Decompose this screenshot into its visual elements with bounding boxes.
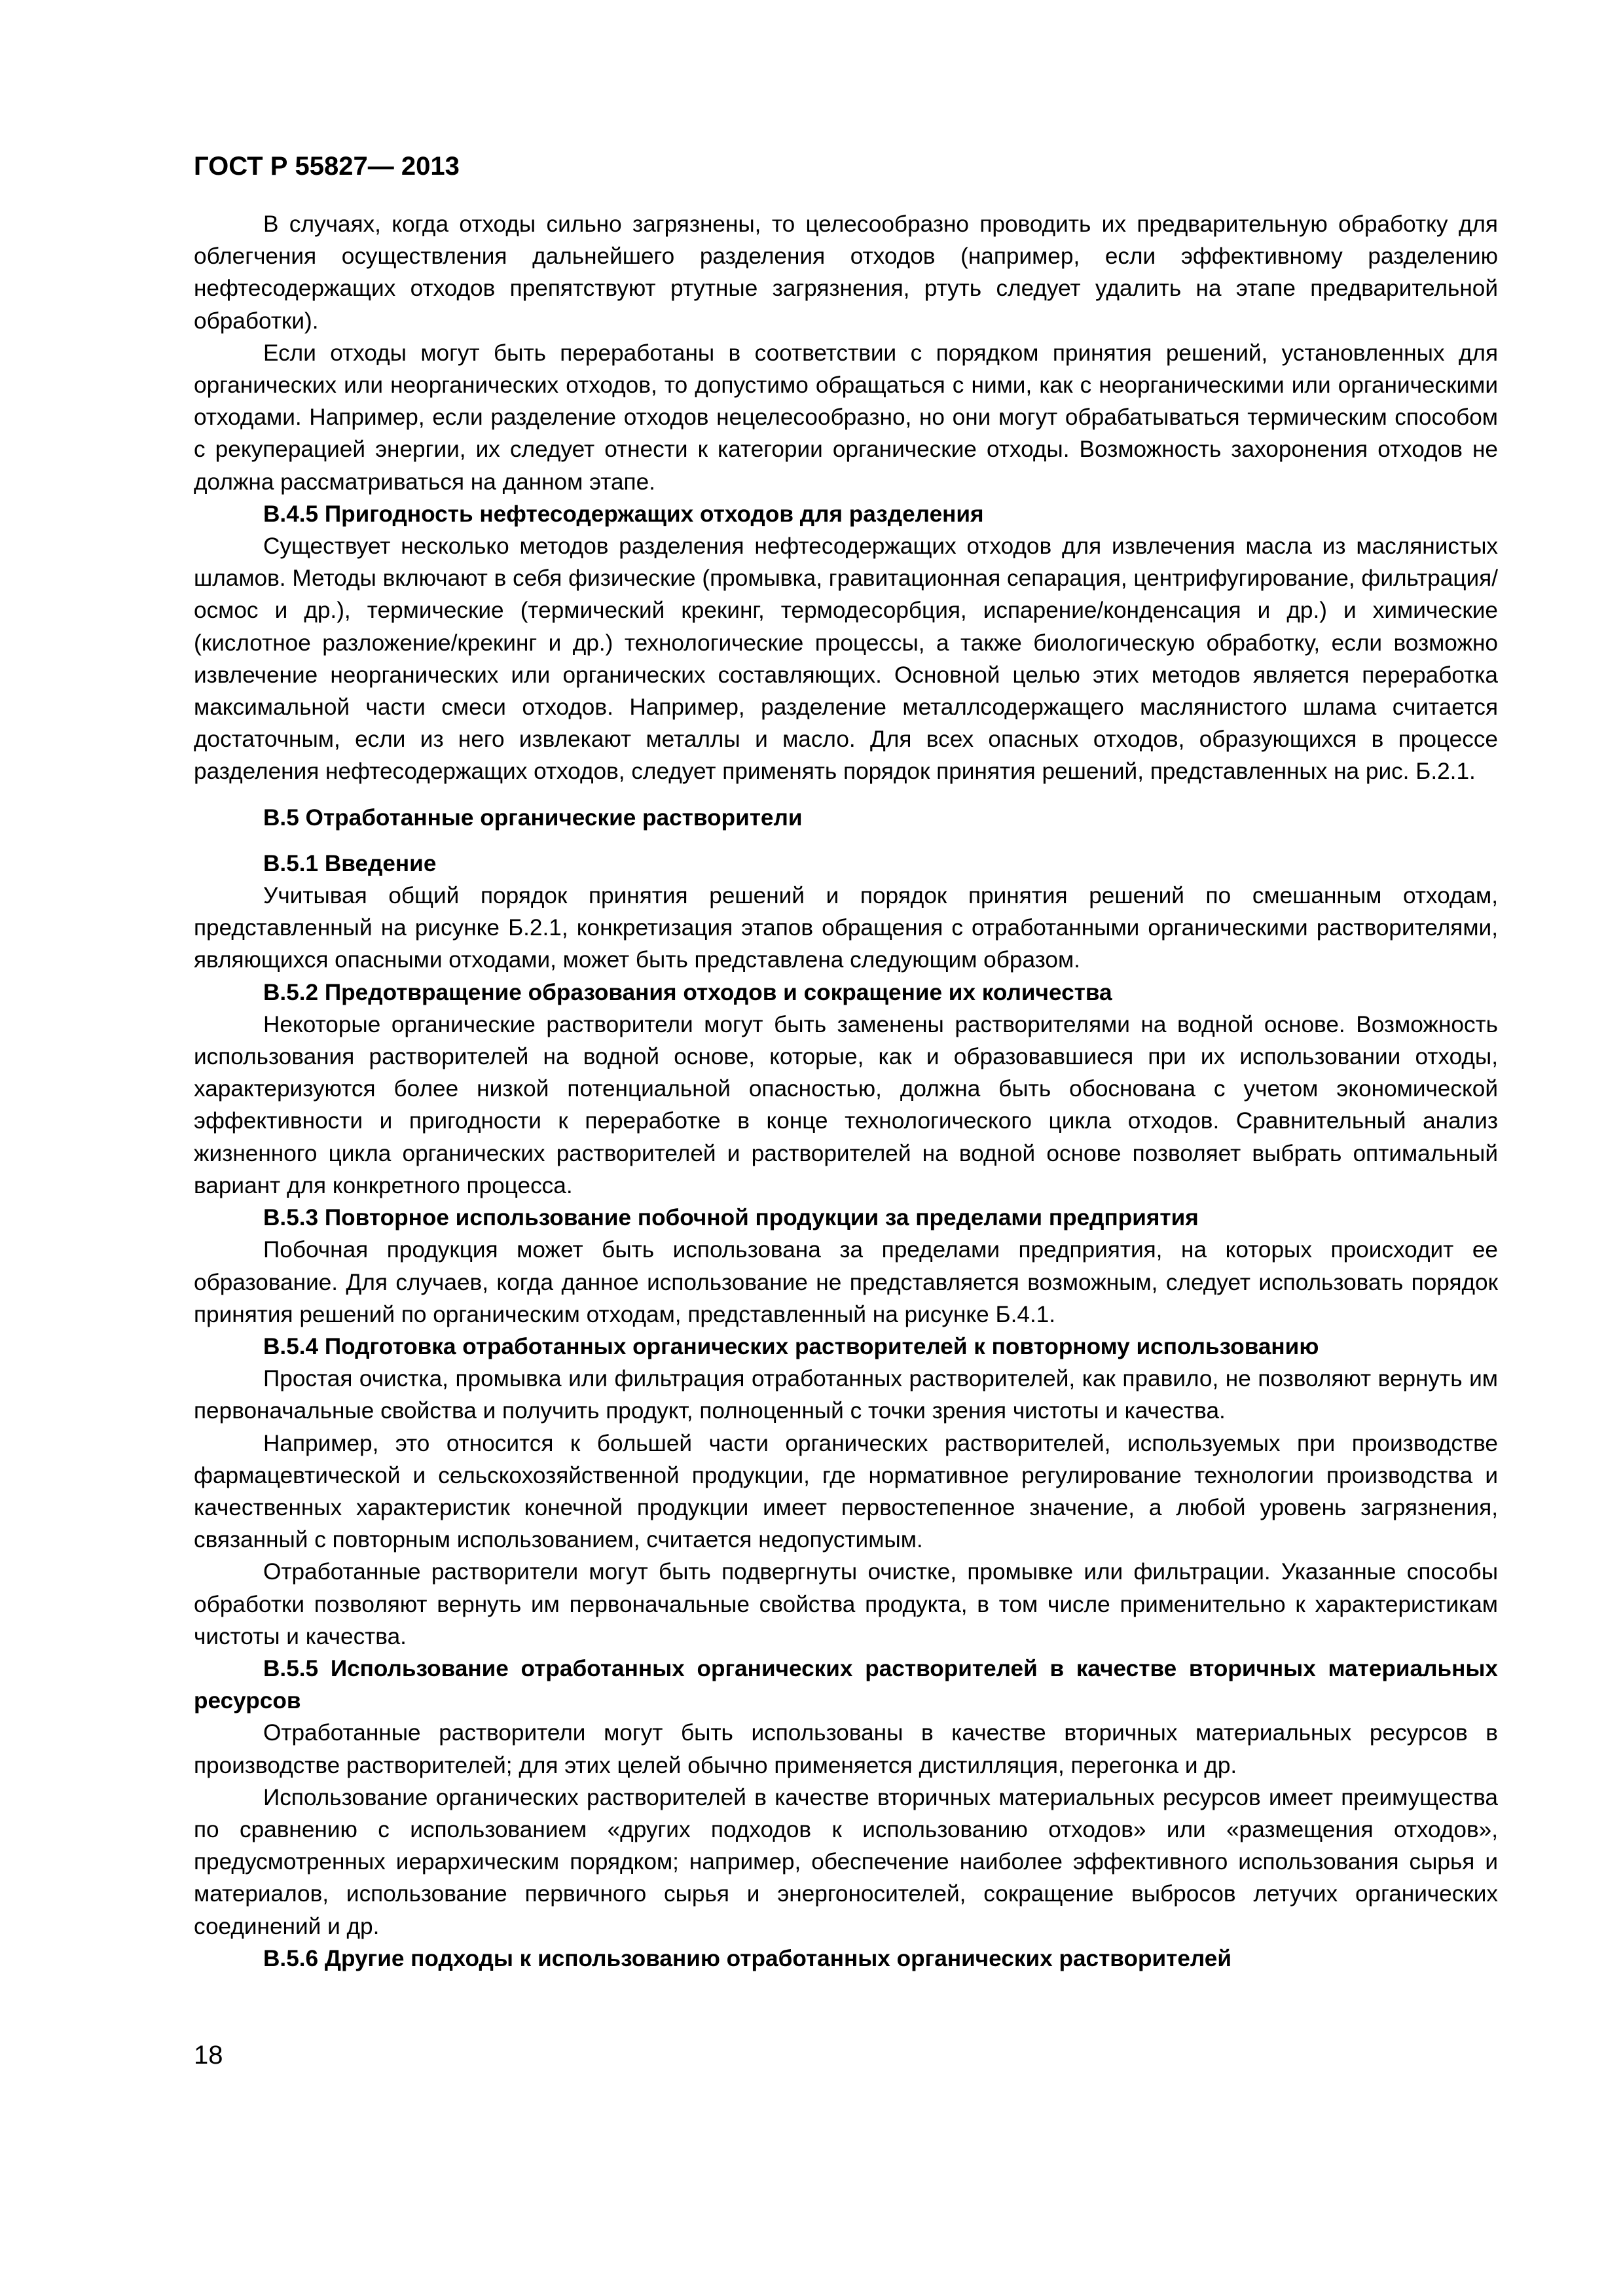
paragraph: Некоторые органические растворители могут быть заменены растворителями на водной основе. Возможность использования растворителей на водной основе, которые, как и образовавшиеся при их использовании отходы, характеризуются более низкой потенциальной опасностью, должна быть обоснована с учетом экономической эффективности и пригодности к переработке в конце технологического цикла отходов. Сравнительный анализ жизненного цикла органических растворителей и растворителей на водной основе позволяет выбрать оптимальный вариант для конкретного процесса.	[194, 1011, 1498, 1198]
section-heading: В.5.4 Подготовка отработанных органических растворителей к повторному использованию	[263, 1333, 1319, 1359]
section-heading: В.5 Отработанные органические растворители	[263, 804, 803, 831]
section-heading: В.5.2 Предотвращение образования отходов и сокращение их количества	[263, 979, 1112, 1005]
paragraph: Простая очистка, промывка или фильтрация отработанных растворителей, как правило, не позволяют вернуть им первоначальные свойства и получить продукт, полноценный с точки зрения чистоты и качества.	[194, 1366, 1498, 1424]
section-heading: В.5.5 Использование отработанных органических растворителей в качестве вторичных материальных ресурсов	[194, 1655, 1498, 1714]
document-code-header: ГОСТ Р 55827— 2013	[194, 152, 460, 181]
paragraph: В случаях, когда отходы сильно загрязнены, то целесообразно проводить их предварительную обработку для облегчения осуществления дальнейшего разделения отходов (например, если эффективному разделению нефтесодержащих отходов препятствуют ртутные загрязнения, ртуть следует удалить на этапе предварительной обработки).	[194, 211, 1498, 334]
section-heading: В.4.5 Пригодность нефтесодержащих отходов для разделения	[263, 501, 984, 527]
paragraph: Существует несколько методов разделения нефтесодержащих отходов для извлечения масла из маслянистых шламов. Методы включают в себя физические (промывка, гравитационная сепарация, центрифугирование, фильтрация/осмос и др.), термические (термический крекинг, термодесорбция, испарение/конденсация и др.) и химические (кислотное разложение/крекинг и др.) технологические процессы, а также биологическую обработку, если возможно извлечение неорганических или органических составляющих. Основной целью этих методов является переработка максимальной части смеси отходов. Например, разделение металлсодержащего маслянистого шлама считается достаточным, если из него извлекают металлы и масло. Для всех опасных отходов, образующихся в процессе разделения нефтесодержащих отходов, следует применять порядок принятия решений, представленных на рис. Б.2.1.	[194, 533, 1498, 785]
paragraph: Побочная продукция может быть использована за пределами предприятия, на которых происходит ее образование. Для случаев, когда данное использование не представляется возможным, следует использовать порядок принятия решений по органическим отходам, представленный на рисунке Б.4.1.	[194, 1237, 1498, 1327]
paragraph: Использование органических растворителей в качестве вторичных материальных ресурсов имеет преимущества по сравнению с использованием «других подходов к использованию отходов» или «размещения отходов», предусмотренных иерархическим порядком; например, обеспечение наиболее эффективного использования сырья и материалов, использование первичного сырья и энергоносителей, сокращение выбросов летучих органических соединений и др.	[194, 1784, 1498, 1939]
paragraph: Если отходы могут быть переработаны в соответствии с порядком принятия решений, установленных для органических или неорганических отходов, то допустимо обращаться с ними, как с неорганическими или органическими отходами. Например, если разделение отходов нецелесообразно, но они могут обрабатываться термическим способом с рекуперацией энергии, их следует отнести к категории органические отходы. Возможность захоронения отходов не должна рассматриваться на данном этапе.	[194, 340, 1498, 495]
paragraph: Отработанные растворители могут быть использованы в качестве вторичных материальных ресурсов в производстве растворителей; для этих целей обычно применяется дистилляция, перегонка и др.	[194, 1720, 1498, 1778]
paragraph: Учитывая общий порядок принятия решений и порядок принятия решений по смешанным отходам, представленный на рисунке Б.2.1, конкретизация этапов обращения с отработанными органическими растворителями, являющихся опасными отходами, может быть представлена следующим образом.	[194, 883, 1498, 973]
document-body	[194, 208, 1498, 1975]
page-number: 18	[194, 2041, 223, 2070]
section-heading: В.5.1 Введение	[263, 850, 437, 876]
paragraph: Например, это относится к большей части органических растворителей, используемых при производстве фармацевтической и сельскохозяйственной продукции, где нормативное регулирование технологии производства и качественных характеристик конечной продукции имеет первостепенное значение, а любой уровень загрязнения, связанный с повторным использованием, считается недопустимым.	[194, 1430, 1498, 1553]
section-heading: В.5.3 Повторное использование побочной продукции за пределами предприятия	[263, 1205, 1199, 1231]
paragraph: Отработанные растворители могут быть подвергнуты очистке, промывке или фильтрации. Указанные способы обработки позволяют вернуть им первоначальные свойства продукта, в том числе применительно к характеристикам чистоты и качества.	[194, 1559, 1498, 1649]
section-heading: В.5.6 Другие подходы к использованию отработанных органических растворителей	[263, 1945, 1231, 1971]
